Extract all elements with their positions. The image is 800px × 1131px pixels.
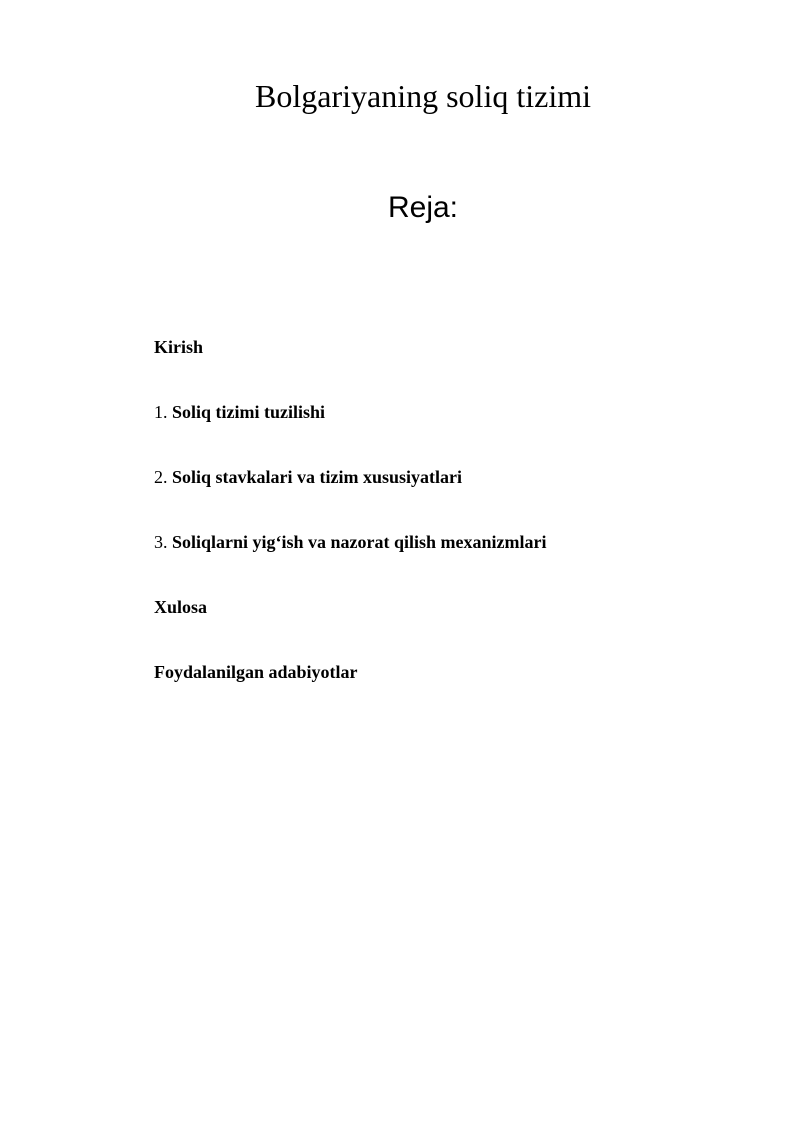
toc-item-text: Soliq stavkalari va tizim xususiyatlari bbox=[172, 467, 463, 487]
toc-item-3 bbox=[154, 530, 547, 554]
toc-item-number: 2. bbox=[154, 467, 172, 487]
toc-item-1 bbox=[154, 400, 325, 424]
toc-item-references bbox=[154, 660, 358, 684]
toc-item-text: Xulosa bbox=[154, 597, 208, 617]
plan-heading: Reja: bbox=[387, 191, 459, 224]
toc-item-number: 3. bbox=[154, 532, 172, 552]
document-title: Bolgariyaning soliq tizimi bbox=[255, 78, 591, 114]
toc-item-text: Soliq tizimi tuzilishi bbox=[172, 402, 326, 422]
toc-item-conclusion bbox=[154, 595, 207, 619]
toc-item-number: 1. bbox=[154, 402, 172, 422]
toc-item-text: Kirish bbox=[154, 337, 204, 357]
toc-item-2 bbox=[154, 465, 462, 489]
toc-item-text: Foydalanilgan adabiyotlar bbox=[154, 662, 358, 682]
toc-item-text: Soliqlarni yig‘ish va nazorat qilish mexanizmlari bbox=[172, 532, 547, 552]
toc-item-introduction bbox=[154, 335, 203, 359]
